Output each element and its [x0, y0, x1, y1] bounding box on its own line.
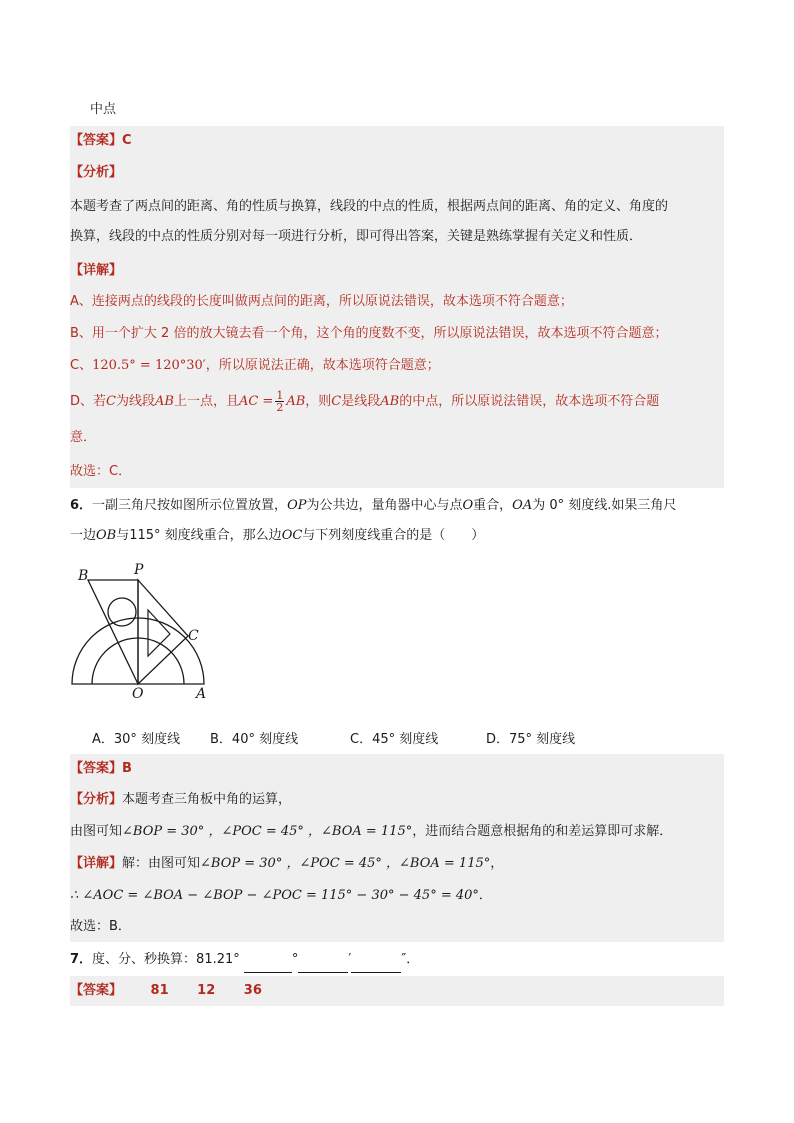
q6-answer-row — [70, 754, 724, 784]
triangle-hole — [108, 598, 136, 626]
label-o: O — [132, 686, 144, 700]
q7-blank-deg[interactable] — [244, 948, 292, 973]
q5-detail-d-prefix: D、若 — [70, 394, 107, 409]
q6-option-c: C．45° 刻度线 — [350, 732, 439, 747]
q6-stem-text7: 与下列刻度线重合的是（ ） — [302, 528, 485, 543]
q7-answer-label: 【答案】 — [70, 983, 123, 998]
q5-fraction-den: 2 — [276, 401, 284, 414]
q6-analysis-line2 — [70, 816, 724, 848]
q5-detail-d-text4: 是线段 — [341, 394, 381, 409]
q7-answer-1: 81 — [150, 983, 169, 998]
q6-answer-value: B — [122, 761, 132, 776]
q6-stem-text6: 与115° 刻度线重合，那么边 — [116, 528, 282, 543]
q6-ob: OB — [96, 528, 117, 543]
q7-answer-row — [70, 976, 724, 1006]
q6-analysis-line2-a: 由图可知 — [70, 824, 123, 839]
q7-min-symbol: ′ — [348, 952, 352, 967]
q5-answer-row — [70, 126, 724, 156]
q6-analysis-math: ∠BOP = 30° ，∠POC = 45° ，∠BOA = 115° — [122, 824, 413, 839]
q5-detail-d — [70, 382, 724, 422]
q6-detail-line1-b: ， — [490, 856, 504, 871]
q6-stem-text2: 为公共边，量角器中心与点 — [306, 498, 463, 513]
q5-analysis-label: 【分析】 — [70, 156, 724, 190]
q5-ac-eq: AC = — [238, 394, 274, 409]
q6-choose: 故选：B． — [70, 912, 724, 942]
q5-var-ab: AB — [154, 394, 174, 409]
q6-detail-line2 — [70, 880, 724, 912]
q5-detail-d-text2: 上一点，且 — [173, 394, 239, 409]
q5-detail-d-text5: 的中点，所以原说法错误，故本选项不符合题 — [399, 394, 660, 409]
q6-detail-line1-a: 解：由图可知 — [122, 856, 201, 871]
q6-detail-math1: ∠BOP = 30° ，∠POC = 45° ，∠BOA = 115° — [200, 856, 491, 871]
continuation-text: 中点 — [90, 102, 117, 117]
q6-stem-text3: 重合， — [473, 498, 513, 513]
q5-detail-c-prefix: C、 — [70, 358, 93, 373]
q5-analysis-line2: 换算，线段的中点的性质分别对每一项进行分析，即可得出答案，关键是熟练掌握有关定义和性质． — [70, 224, 724, 256]
triangle-inner — [148, 610, 170, 656]
q6-option-b: B．40° 刻度线 — [210, 732, 299, 747]
q7-deg-symbol: ° — [291, 952, 299, 967]
q5-choose: 故选：C． — [70, 456, 724, 488]
q6-stem-line1 — [70, 494, 724, 518]
q6-answer-label: 【答案】 — [70, 761, 123, 776]
q6-detail-line2-b: ． — [478, 888, 492, 903]
q5-fraction — [275, 390, 284, 413]
q5-fraction-num: 1 — [276, 389, 284, 402]
q5-answer-value: C — [122, 133, 132, 148]
q6-analysis-row — [70, 784, 724, 816]
q6-stem-text4: 为 0° 刻度线.如果三角尺 — [532, 498, 677, 513]
q7-blank-min[interactable] — [298, 948, 348, 973]
q6-op: OP — [287, 498, 307, 513]
label-p: P — [134, 562, 144, 578]
q5-var-c2: C — [331, 394, 342, 409]
label-b: B — [78, 568, 89, 584]
q5-detail-label: 【详解】 — [70, 256, 724, 286]
q6-option-a: A．30° 刻度线 — [92, 732, 181, 747]
q6-detail-math2: ∴ ∠AOC = ∠BOA − ∠BOP − ∠POC = 115° − 30° − 45° = 40° — [70, 888, 479, 903]
q5-answer-label: 【答案】 — [70, 133, 123, 148]
q5-detail-b: B、用一个扩大 2 倍的放大镜去看一个角，这个角的度数不变，所以原说法错误，故本选项不符合题意； — [70, 318, 724, 350]
q5-var-ab2: AB — [286, 394, 306, 409]
q7-stem-end: ． — [406, 952, 420, 967]
q6-stem-text5: 一边 — [70, 528, 97, 543]
label-a: A — [196, 686, 207, 700]
q5-var-c: C — [106, 394, 116, 409]
q6-detail-line1 — [70, 848, 724, 880]
q6-stem-text1: 一副三角尺按如图所示位置放置， — [92, 498, 288, 513]
q6-analysis-line2-b: ，进而结合题意根据角的和差运算即可求解． — [412, 824, 673, 839]
q6-oa: OA — [512, 498, 533, 513]
q6-detail-label: 【详解】 — [70, 856, 123, 871]
protractor-figure — [70, 560, 220, 700]
q5-var-ab3: AB — [380, 394, 400, 409]
q5-detail-d-text3: ，则 — [305, 394, 332, 409]
q5-detail-a: A、连接两点的线段的长度叫做两点间的距离，所以原说法错误，故本选项不符合题意； — [70, 286, 724, 318]
q5-detail-c-suffix: ，所以原说法正确，故本选项符合题意； — [205, 358, 440, 373]
q5-detail-c — [70, 350, 724, 382]
q5-detail-d-wrap: 意． — [70, 422, 724, 456]
triangle-bpo — [88, 580, 138, 684]
q7-stem-text: 度、分、秒换算：81.21° — [92, 952, 240, 967]
label-c: C — [188, 628, 199, 644]
q5-analysis-line1: 本题考查了两点间的距离、角的性质与换算，线段的中点的性质，根据两点间的距离、角的定义、角度的 — [70, 190, 724, 224]
q7-blank-sec[interactable] — [351, 948, 401, 973]
q5-detail-d-text1: 为线段 — [115, 394, 155, 409]
q6-analysis-text: 本题考查三角板中角的运算， — [122, 792, 292, 807]
q7-stem — [70, 948, 724, 972]
q7-answer-3: 36 — [243, 983, 262, 998]
q6-stem-line2 — [70, 524, 724, 548]
q7-sec-symbol: ″ — [401, 952, 407, 967]
q6-analysis-label: 【分析】 — [70, 792, 123, 807]
q6-option-d: D．75° 刻度线 — [486, 732, 576, 747]
q6-number: 6． — [70, 498, 93, 513]
q6-o: O — [462, 498, 474, 513]
q7-number: 7． — [70, 952, 93, 967]
q5-detail-c-math: 120.5° = 120°30′ — [92, 358, 206, 373]
q6-oc: OC — [281, 528, 303, 543]
q7-answer-2: 12 — [197, 983, 216, 998]
triangle-pco — [138, 580, 188, 684]
